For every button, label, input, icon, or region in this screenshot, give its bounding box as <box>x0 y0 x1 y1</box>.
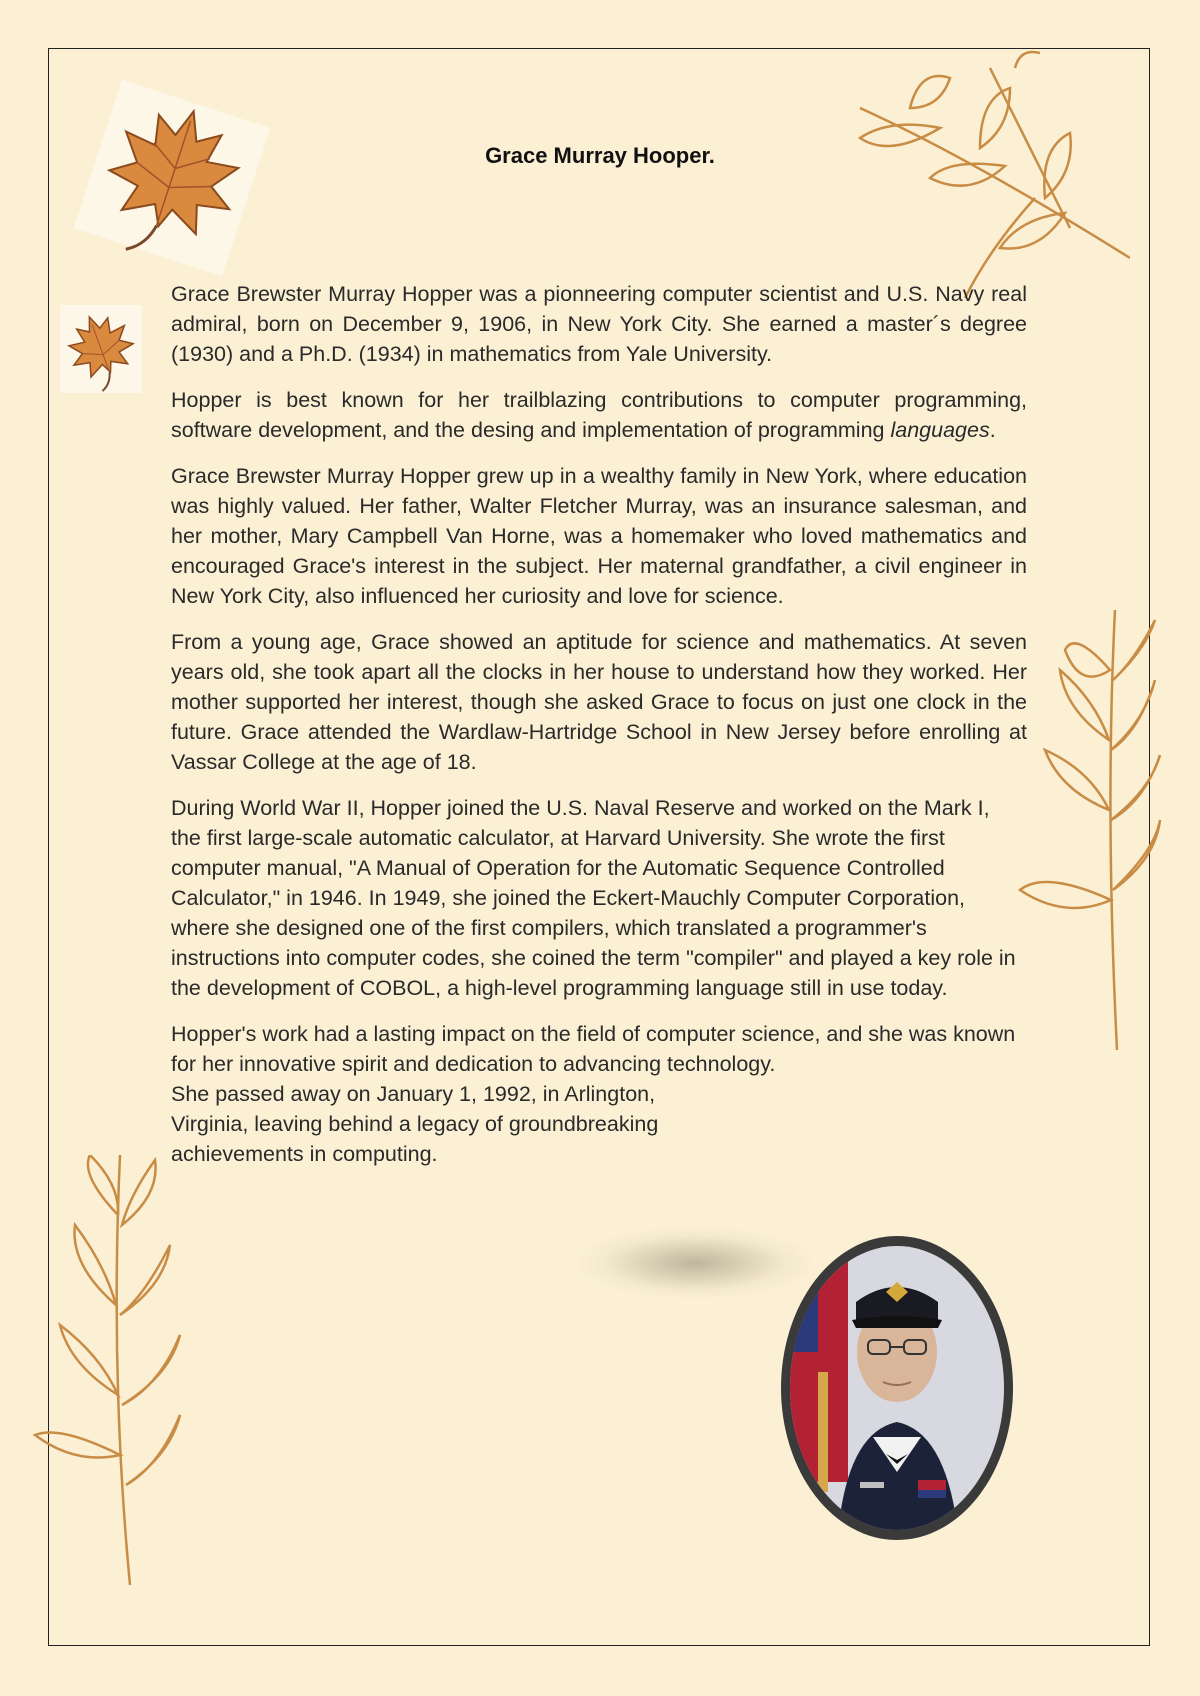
paragraph-1: Grace Brewster Murray Hopper was a pionneering computer scientist and U.S. Navy real admiral, born on December 9, 1906, in New York City. She earned a master´s degree (1930) and a Ph.D. (1934) in mathematics from Yale University. <box>171 282 1027 366</box>
portrait-shadow <box>580 1228 810 1298</box>
paragraph-4: From a young age, Grace showed an aptitude for science and mathematics. At seven years old, she took apart all the clocks in her house to understand how they worked. Her mother supported her interest, though she asked Grace to focus on just one clock in the future. Grace attended the Wardlaw-Hartridge School in New Jersey before enrolling at Vassar College at the age of 18. <box>171 630 1027 774</box>
paragraph-5: During World War II, Hopper joined the U.S. Naval Reserve and worked on the Mark I, the first large-scale automatic calculator, at Harvard University. She wrote the first computer manual, "A Manual of Operation for the Automatic Sequence Controlled Calculator," in 1946. In 1949, she joined the Eckert-Mauchly Computer Corporation, where she designed one of the first compilers, which translated a programmer's instructions into computer codes, she coined the term "compiler" and played a key role in the development of COBOL, a high-level programming language still in use today. <box>171 796 1016 1000</box>
branch-bottom-left-icon <box>30 1155 210 1585</box>
paragraph-3: Grace Brewster Murray Hopper grew up in a wealthy family in New York, where education was highly valued. Her father, Walter Fletcher Murray, was an insurance salesman, and her mother, Mary Campbell Van Horne, was a homemaker who loved mathematics and encouraged Grace's interest in the subject. Her maternal grandfather, a civil engineer in New York City, also influenced her curiosity and love for science. <box>171 464 1027 608</box>
branch-top-right-icon <box>830 48 1130 308</box>
paragraph-6-end: She passed away on January 1, 1992, in Arlington, Virginia, leaving behind a legacy of groundbreaking achievements in computing. <box>171 1082 659 1166</box>
paragraph-6: Hopper's work had a lasting impact on the field of computer science, and she was known for her innovative spirit and dedication to advancing technology. <box>171 1022 1016 1076</box>
branch-right-icon <box>1005 610 1165 1050</box>
maple-leaf-small-icon <box>60 305 142 393</box>
italic-word: languages <box>890 418 990 442</box>
maple-leaf-large-icon <box>72 78 272 278</box>
paragraph-2: Hopper is best known for her trailblazing contributions to computer programming, software development, and the desing and implementation of programming languages. <box>171 388 1027 442</box>
portrait-image <box>778 1232 1016 1544</box>
page-title: Grace Murray Hooper. <box>485 143 715 168</box>
body-text <box>171 279 1027 1185</box>
